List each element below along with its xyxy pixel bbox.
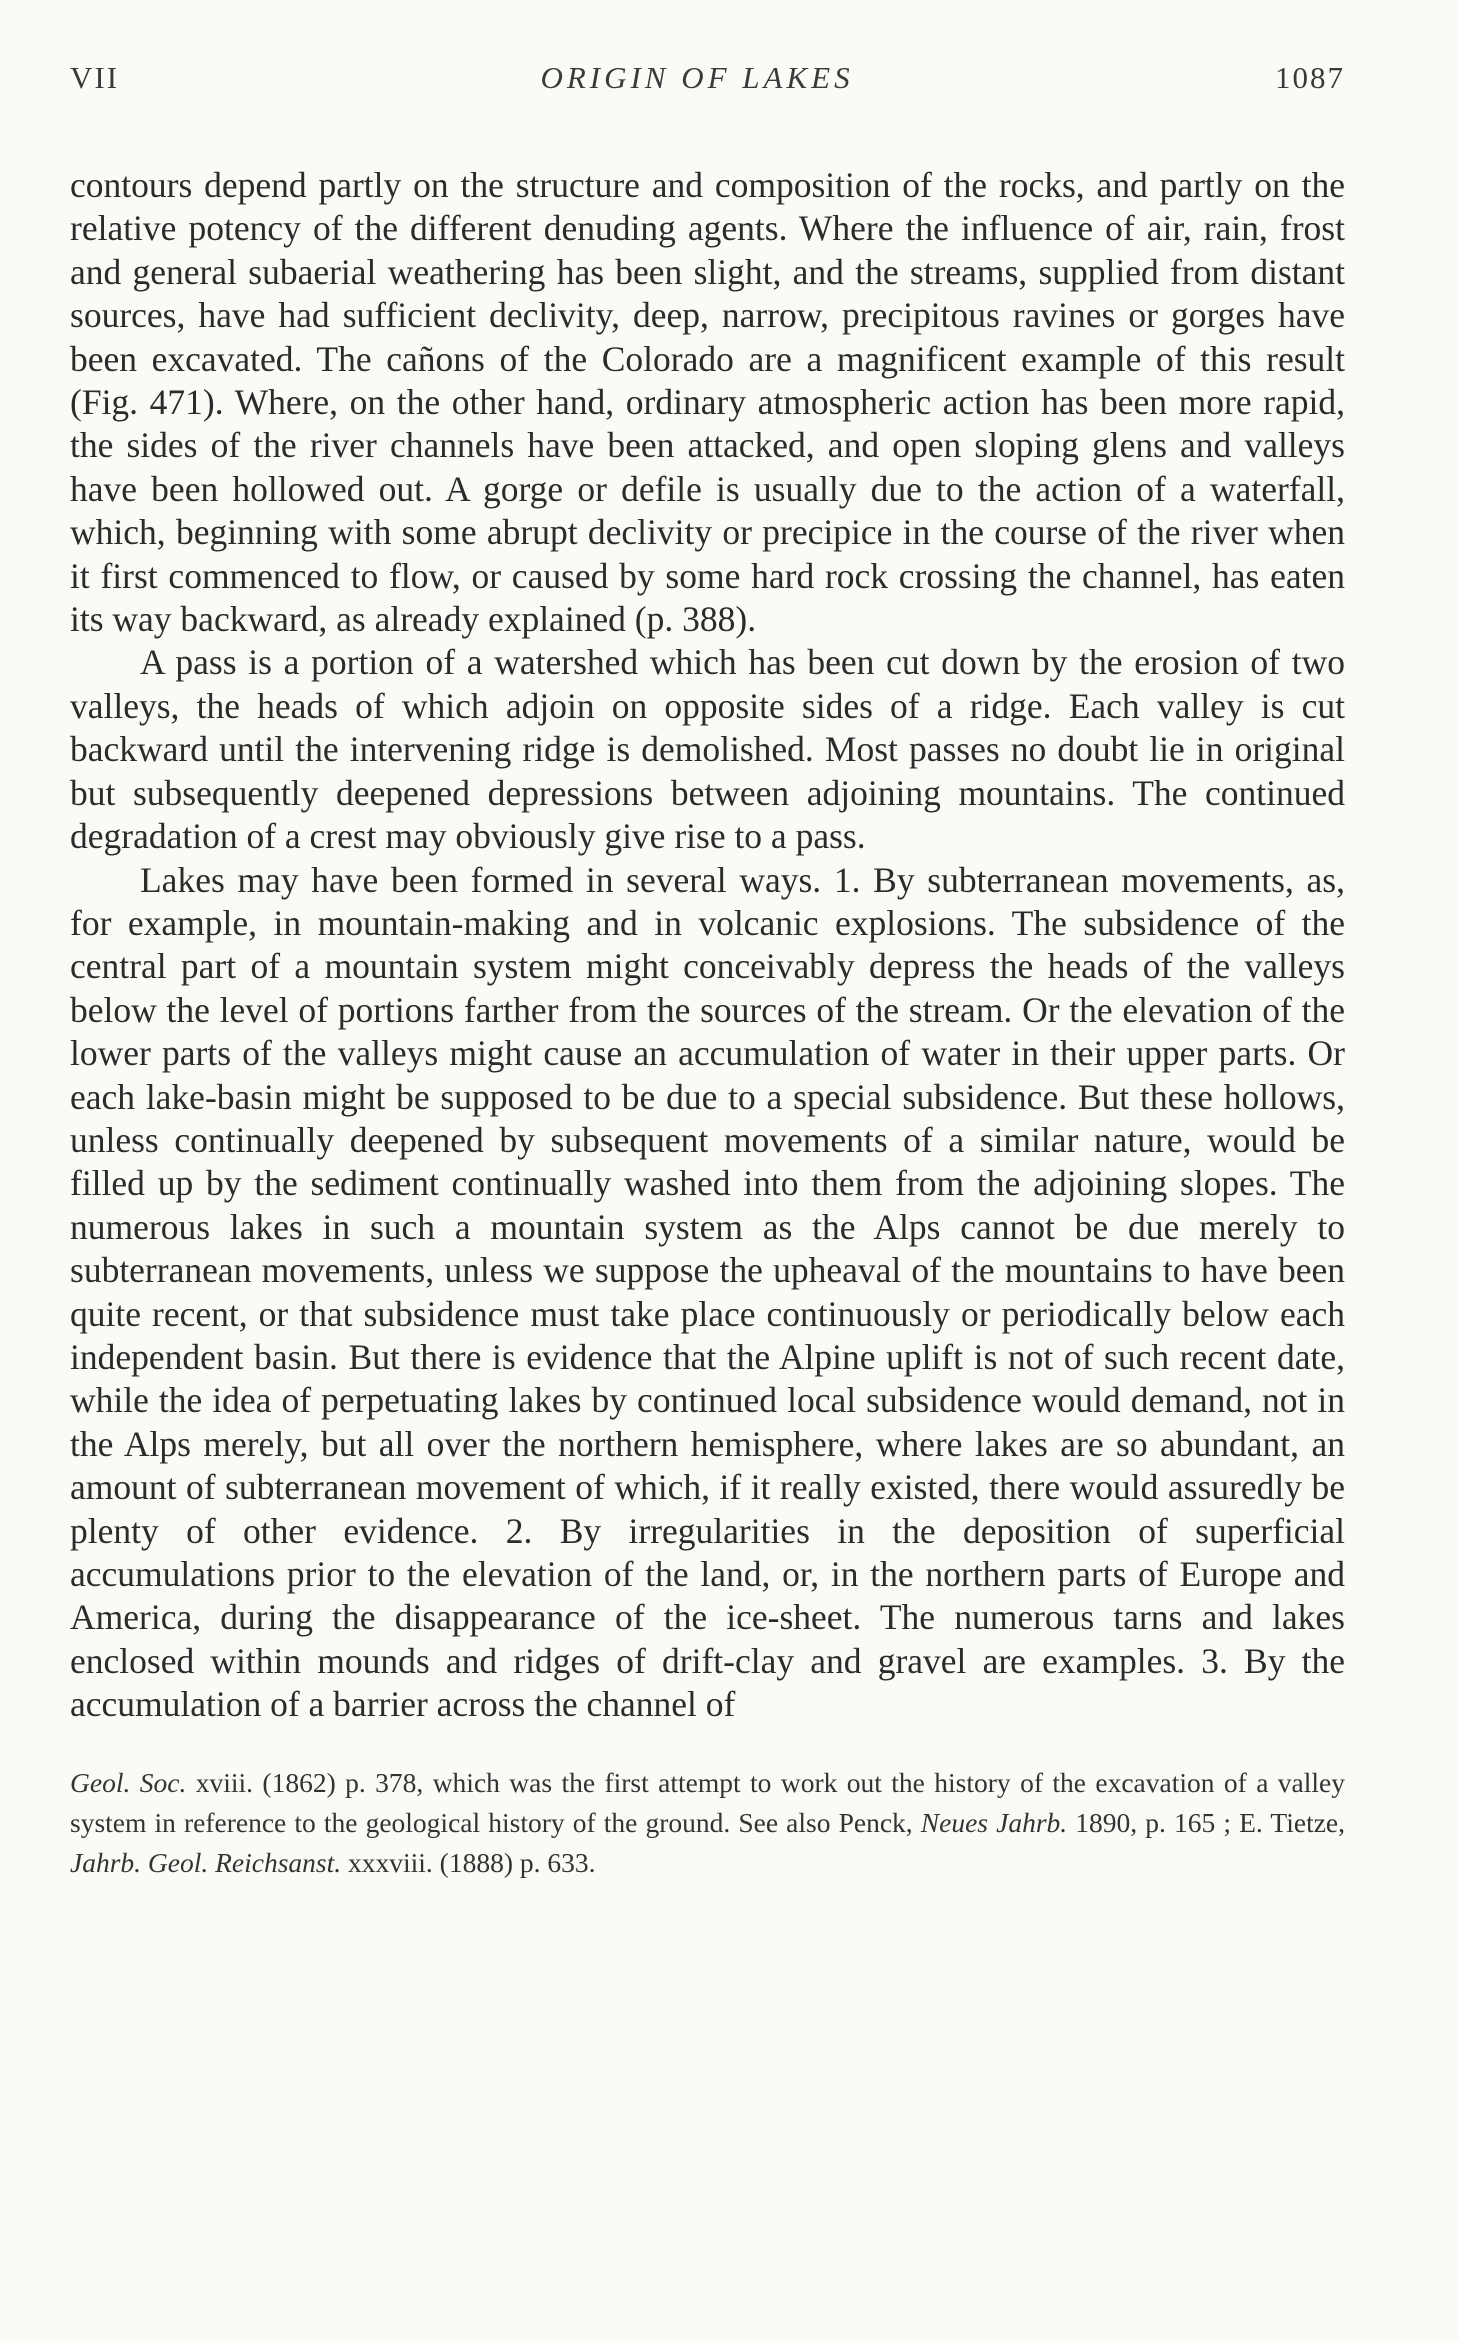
main-text: [70, 164, 1345, 1727]
journal-jahrb-geol: Jahrb. Geol. Reichsanst.: [70, 1846, 342, 1878]
journal-neues-jahrb: Neues Jahrb.: [920, 1806, 1068, 1838]
footnote: [70, 1763, 1345, 1883]
page-number: 1087: [1274, 60, 1345, 95]
running-header: [70, 60, 1345, 108]
paragraph-pass: A pass is a portion of a watershed which has been cut down by the erosion of two valleys, the heads of which adjoin on opposite sides of a ridge. Each valley is cut backward until the intervening ridge is demolished. Most passes no doubt lie in original but subsequently deepened depressions between adjoining mountains. The continued degradation of a crest may obviously give rise to a pass.: [70, 642, 1345, 857]
chapter-number: VII: [70, 60, 120, 95]
running-title: ORIGIN OF LAKES: [540, 60, 854, 95]
paragraph-contours: contours depend partly on the structure and composition of the rocks, and partly on the relative potency of the different denuding agents. Where the influence of air, rain, frost and general subaerial weathering has been slight, and the streams, supplied from distant sources, have had sufficient declivity, deep, narrow, precipitous ravines or gorges have been excavated. The cañons of the Colorado are a magnificent example of this result (Fig. 471). Where, on the other hand, ordinary atmospheric action has been more rapid, the sides of the river channels have been attacked, and open sloping glens and valleys have been hollowed out. A gorge or defile is usually due to the action of a waterfall, which, beginning with some abrupt declivity or precipice in the course of the river when it first commenced to flow, or caused by some hard rock crossing the channel, has eaten its way backward, as already explained (p. 388).: [70, 165, 1345, 640]
journal-geol-soc: Geol. Soc.: [70, 1766, 187, 1798]
paragraph-lakes: Lakes may have been formed in several ways. 1. By subterranean movements, as, for example, in mountain-making and in volcanic explosions. The subsidence of the central part of a mountain system might conceivably depress the heads of the valleys below the level of portions farther from the sources of the stream. Or the elevation of the lower parts of the valleys might cause an accumulation of water in their upper parts. Or each lake-basin might be supposed to be due to a special subsidence. But these hollows, unless continually deepened by subsequent movements of a similar nature, would be filled up by the sediment continually washed into them from the adjoining slopes. The numerous lakes in such a mountain system as the Alps cannot be due merely to subterranean movements, unless we suppose the upheaval of the mountains to have been quite recent, or that subsidence must take place continuously or periodically below each independent basin. But there is evidence that the Alpine uplift is not of such recent date, while the idea of perpetuating lakes by continued local subsidence would demand, not in the Alps merely, but all over the northern hemisphere, where lakes are so abundant, an amount of subterranean movement of which, if it really existed, there would assuredly be plenty of other evidence. 2. By irregularities in the deposition of superficial accumulations prior to the elevation of the land, or, in the northern parts of Europe and America, during the disappearance of the ice-sheet. The numerous tarns and lakes enclosed within mounds and ridges of drift-clay and gravel are examples. 3. By the accumulation of a barrier across the channel of: [70, 859, 1345, 1725]
book-page: [70, 60, 1345, 1883]
footnote-text: Geol. Soc. xviii. (1862) p. 378, which was the first attempt to work out the history of the excavation of a valley system in reference to the geological history of the ground. See also Penck, Neues Jahrb. 1890, p. 165 ; E. Tietze, Jahrb. Geol. Reichsanst. xxxviii. (1888) p. 633.: [70, 1766, 1346, 1878]
